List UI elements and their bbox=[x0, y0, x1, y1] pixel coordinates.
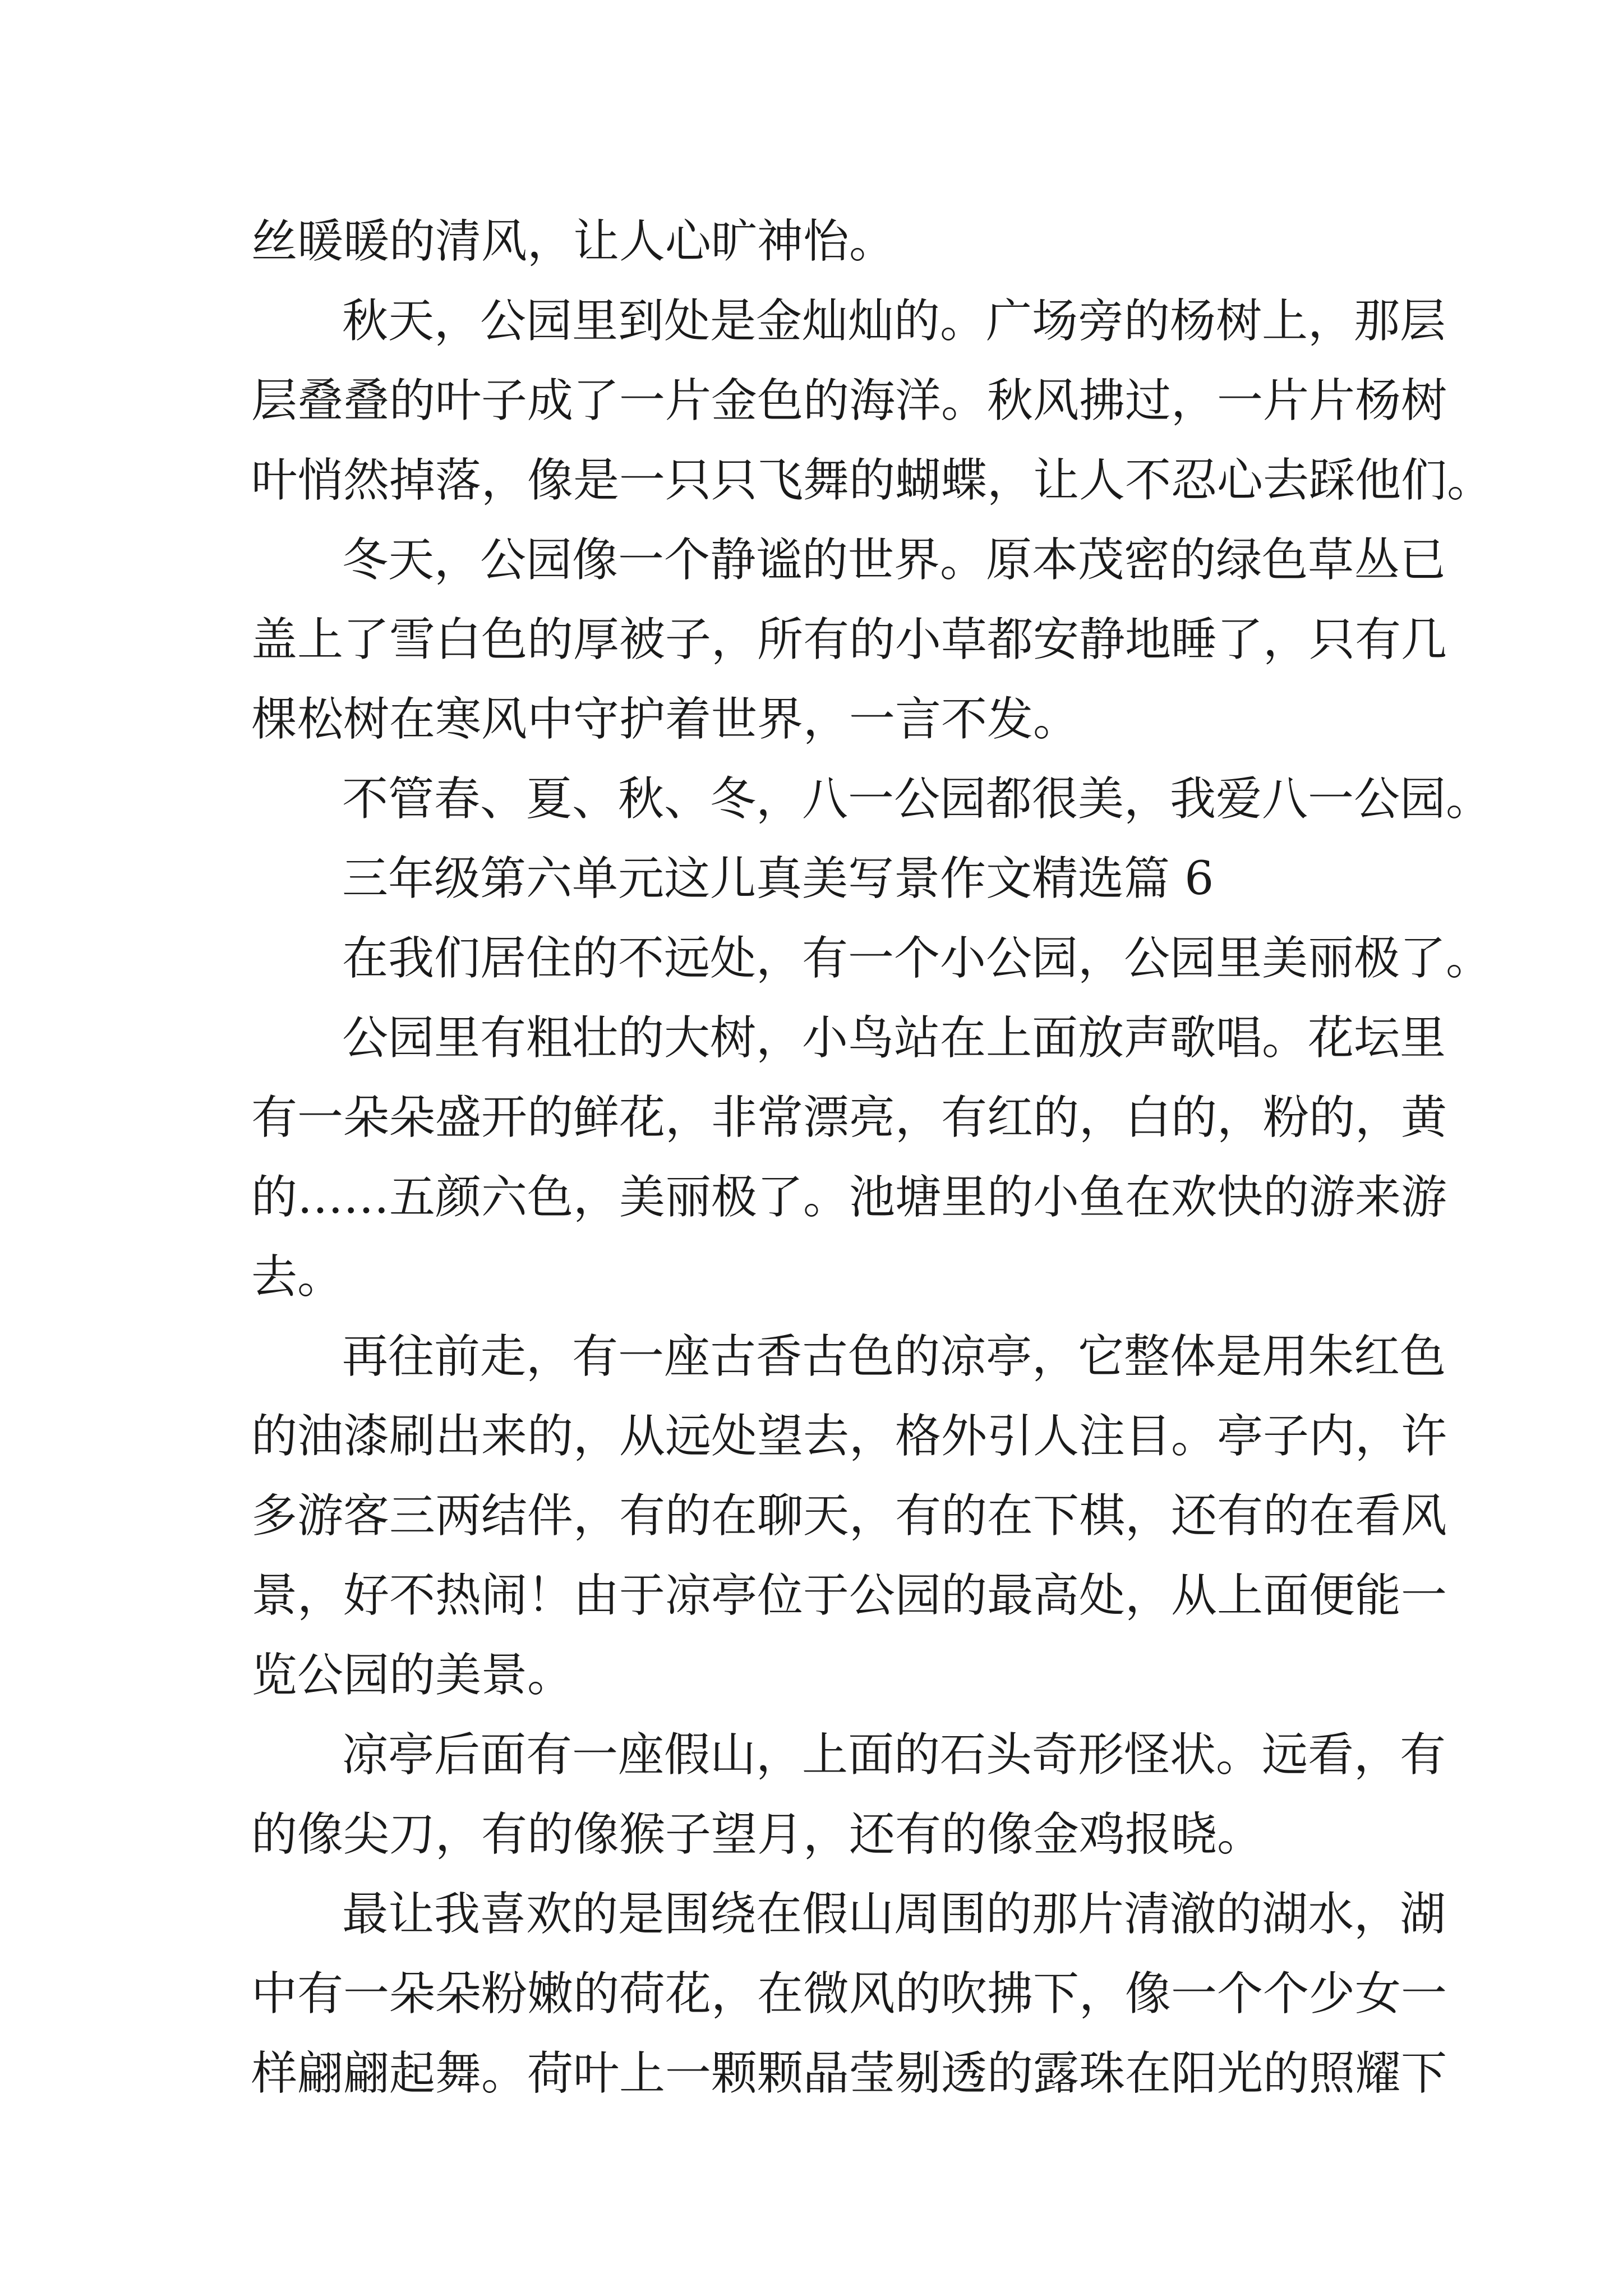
paragraph-line: 公园里有粗壮的大树，小鸟站在上面放声歌唱。花坛里 bbox=[342, 1011, 1446, 1065]
paragraph-line: 览公园的美景。 bbox=[251, 1649, 574, 1702]
paragraph-line: 叶悄然掉落，像是一只只飞舞的蝴蝶，让人不忍心去踩他们。 bbox=[251, 454, 1493, 507]
paragraph-line: 冬天，公园像一个静谧的世界。原本茂密的绿色草丛已 bbox=[342, 533, 1446, 587]
paragraph-line: 多游客三两结伴，有的在聊天，有的在下棋，还有的在看风 bbox=[251, 1489, 1447, 1543]
paragraph-line: 的像尖刀，有的像猴子望月，还有的像金鸡报晓。 bbox=[251, 1808, 1264, 1861]
paragraph-line: 景，好不热闹！由于凉亭位于公园的最高处，从上面便能一 bbox=[251, 1569, 1447, 1622]
paragraph-line: 去。 bbox=[251, 1250, 344, 1304]
essay-body bbox=[251, 202, 1493, 2114]
paragraph-line: 棵松树在寒风中守护着世界，一言不发。 bbox=[251, 693, 1080, 746]
paragraph-line: 盖上了雪白色的厚被子，所有的小草都安静地睡了，只有几 bbox=[251, 613, 1447, 666]
paragraph-line: 在我们居住的不远处，有一个小公园，公园里美丽极了。 bbox=[342, 932, 1492, 985]
paragraph-line: 不管春、夏、秋、冬，八一公园都很美，我爱八一公园。 bbox=[342, 772, 1492, 826]
paragraph-line: 再往前走，有一座古香古色的凉亭，它整体是用朱红色 bbox=[342, 1330, 1446, 1383]
paragraph-line: 中有一朵朵粉嫩的荷花，在微风的吹拂下，像一个个少女一 bbox=[251, 1967, 1447, 2021]
paragraph-line: 有一朵朵盛开的鲜花，非常漂亮，有红的，白的，粉的，黄 bbox=[251, 1091, 1447, 1144]
paragraph-line: 的油漆刷出来的，从远处望去，格外引人注目。亭子内，许 bbox=[251, 1410, 1447, 1463]
paragraph-line: 凉亭后面有一座假山，上面的石头奇形怪状。远看，有 bbox=[342, 1728, 1446, 1782]
paragraph-line: 样翩翩起舞。荷叶上一颗颗晶莹剔透的露珠在阳光的照耀下 bbox=[251, 2047, 1447, 2100]
paragraph-line: 秋天，公园里到处是金灿灿的。广场旁的杨树上，那层 bbox=[342, 295, 1446, 348]
section-heading: 三年级第六单元这儿真美写景作文精选篇 6 bbox=[342, 852, 1214, 905]
paragraph-line: 最让我喜欢的是围绕在假山周围的那片清澈的湖水，湖 bbox=[342, 1888, 1446, 1941]
paragraph-line: 的……五颜六色，美丽极了。池塘里的小鱼在欢快的游来游 bbox=[251, 1171, 1447, 1224]
paragraph-line: 丝暖暖的清风，让人心旷神怡。 bbox=[251, 215, 896, 268]
paragraph-line: 层叠叠的叶子成了一片金色的海洋。秋风拂过，一片片杨树 bbox=[251, 374, 1447, 427]
